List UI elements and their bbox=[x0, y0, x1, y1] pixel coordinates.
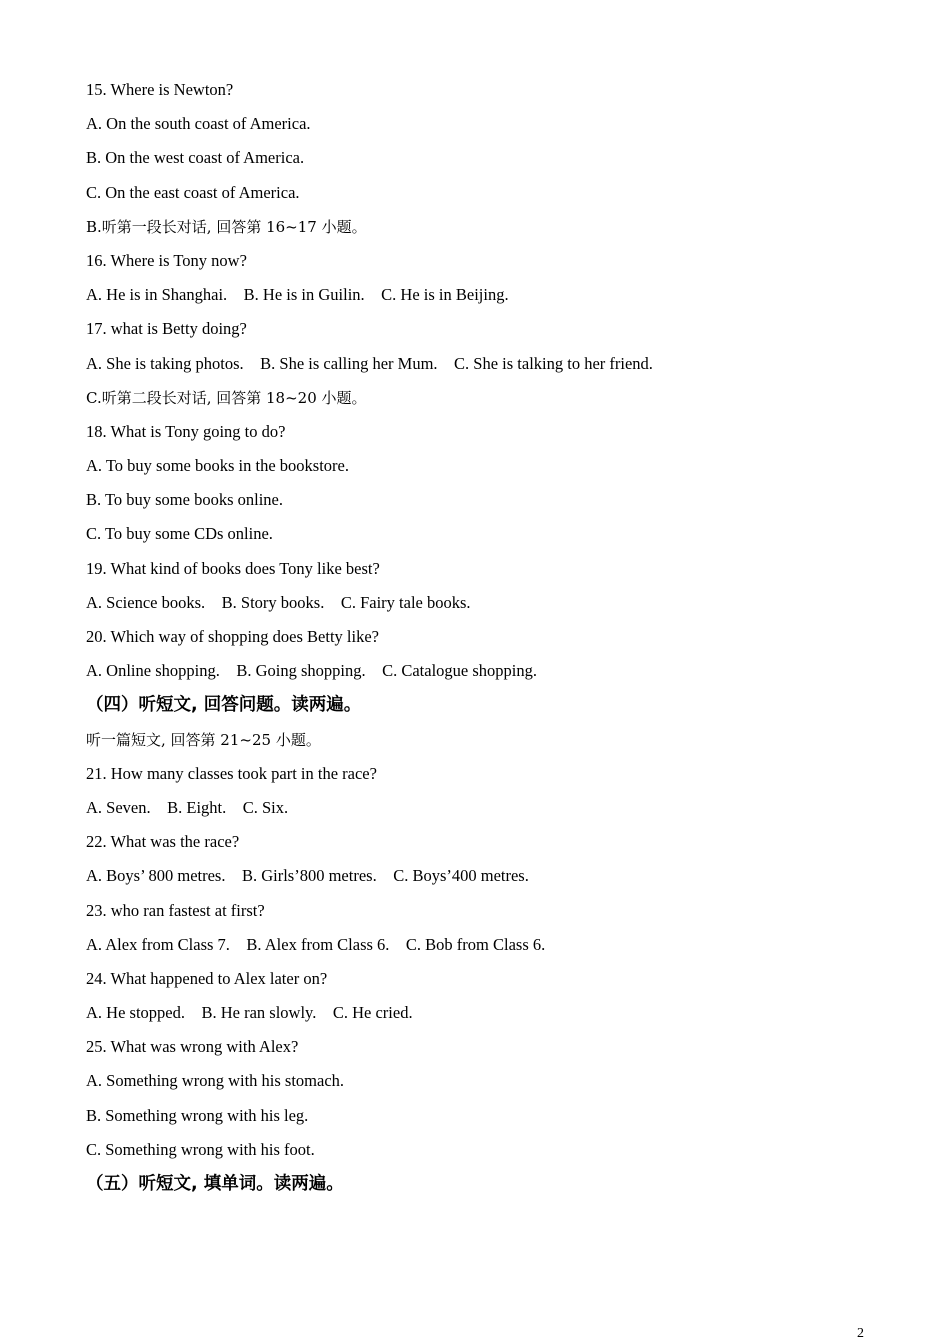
question-24: 24. What happened to Alex later on? bbox=[86, 968, 328, 988]
option-15-a: A. On the south coast of America. bbox=[86, 114, 311, 134]
page-number: 2 bbox=[857, 1326, 864, 1341]
question-15: 15. Where is Newton? bbox=[86, 80, 234, 99]
options-23: A. Alex from Class 7. B. Alex from Class 6. C. Bob from Class 6. bbox=[86, 934, 546, 954]
instruction-18-20: C.听第二段长对话, 回答第 18~20 小题。 bbox=[86, 388, 367, 407]
options-16: A. He is in Shanghai. B. He is in Guilin. C. He is in Beijing. bbox=[86, 285, 509, 305]
section-4-heading: （四）听短文, 回答问题。读两遍。 bbox=[86, 695, 362, 716]
options-22: A. Boys’ 800 metres. B. Girls’800 metres. C. Boys’400 metres. bbox=[86, 866, 529, 886]
option-25-c: C. Something wrong with his foot. bbox=[86, 1139, 315, 1159]
question-22: 22. What was the race? bbox=[86, 832, 240, 852]
option-15-b: B. On the west coast of America. bbox=[86, 148, 305, 168]
option-15-c: C. On the east coast of America. bbox=[86, 182, 300, 202]
options-24: A. He stopped. B. He ran slowly. C. He cried. bbox=[86, 1003, 413, 1023]
question-16: 16. Where is Tony now? bbox=[86, 250, 247, 270]
question-23: 23. who ran fastest at first? bbox=[86, 900, 265, 920]
question-19: 19. What kind of books does Tony like best? bbox=[86, 558, 380, 578]
instruction-16-17: B.听第一段长对话, 回答第 16~17 小题。 bbox=[86, 217, 367, 236]
section-5-heading: （五）听短文, 填单词。读两遍。 bbox=[86, 1174, 344, 1194]
question-17: 17. what is Betty doing? bbox=[86, 319, 247, 339]
options-19: A. Science books. B. Story books. C. Fairy tale books. bbox=[86, 592, 471, 612]
option-25-a: A. Something wrong with his stomach. bbox=[86, 1071, 345, 1091]
question-21: 21. How many classes took part in the race? bbox=[86, 763, 377, 783]
option-18-b: B. To buy some books online. bbox=[86, 490, 284, 510]
question-18: 18. What is Tony going to do? bbox=[86, 421, 286, 441]
document-body bbox=[86, 76, 886, 1204]
question-20: 20. Which way of shopping does Betty like? bbox=[86, 627, 379, 646]
options-20: A. Online shopping. B. Going shopping. C. Catalogue shopping. bbox=[86, 661, 537, 681]
options-17: A. She is taking photos. B. She is calling her Mum. C. She is talking to her friend. bbox=[86, 353, 653, 373]
question-25: 25. What was wrong with Alex? bbox=[86, 1037, 299, 1057]
option-18-a: A. To buy some books in the bookstore. bbox=[86, 456, 349, 476]
options-21: A. Seven. B. Eight. C. Six. bbox=[86, 797, 289, 817]
option-25-b: B. Something wrong with his leg. bbox=[86, 1105, 309, 1125]
instruction-21-25: 听一篇短文, 回答第 21~25 小题。 bbox=[86, 730, 321, 749]
option-18-c: C. To buy some CDs online. bbox=[86, 524, 273, 544]
